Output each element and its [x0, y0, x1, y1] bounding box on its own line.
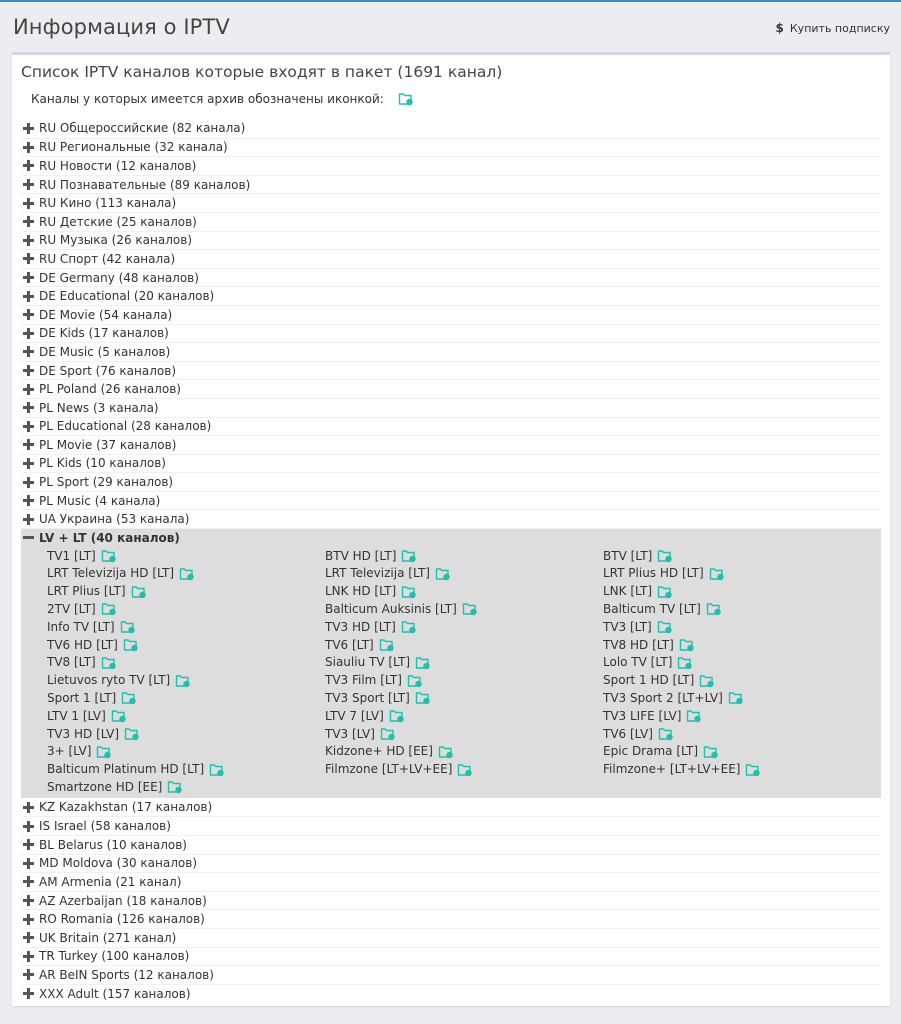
channel-item — [325, 582, 603, 600]
plus-icon — [23, 272, 34, 283]
channel-name: TV3 [LV] — [325, 726, 375, 741]
channel-name: 3+ [LV] — [47, 744, 92, 759]
archive-folder-icon — [111, 708, 128, 723]
category-row[interactable] — [21, 379, 881, 398]
channel-name: Balticum Platinum HD [LT] — [47, 762, 205, 777]
category-row[interactable] — [21, 212, 881, 231]
category-row[interactable] — [21, 816, 881, 835]
channel-item — [47, 653, 325, 671]
channel-grid — [21, 547, 881, 796]
archive-folder-icon — [175, 673, 192, 688]
category-row[interactable] — [21, 891, 881, 910]
category-row[interactable] — [21, 965, 881, 984]
category-row[interactable] — [21, 798, 881, 817]
archive-folder-icon — [401, 548, 418, 563]
channel-name: TV6 HD [LT] — [47, 637, 118, 652]
archive-folder-icon — [457, 762, 474, 777]
category-label: UA Украина (53 канала) — [39, 512, 190, 527]
plus-icon — [23, 365, 34, 376]
plus-icon — [23, 253, 34, 264]
category-label: RO Romania (126 каналов) — [39, 912, 205, 927]
plus-icon — [23, 328, 34, 339]
channel-item — [325, 707, 603, 725]
channel-name: 2TV [LT] — [47, 601, 96, 616]
plus-icon — [23, 495, 34, 506]
plus-icon — [23, 458, 34, 469]
archive-folder-icon — [706, 601, 723, 616]
archive-folder-icon — [728, 690, 745, 705]
category-row[interactable] — [21, 193, 881, 212]
category-label: RU Кино (113 канала) — [39, 196, 177, 211]
plus-icon — [23, 291, 34, 302]
archive-folder-icon — [179, 566, 196, 581]
channel-name: TV6 [LT] — [325, 637, 374, 652]
archive-folder-icon — [120, 619, 137, 634]
archive-folder-icon — [96, 744, 113, 759]
plus-icon — [23, 914, 34, 925]
channel-name: TV6 [LV] — [603, 726, 653, 741]
buy-subscription-link[interactable] — [776, 21, 890, 35]
plus-icon — [23, 346, 34, 357]
archive-folder-icon — [462, 601, 479, 616]
channel-name: LTV 1 [LV] — [47, 708, 106, 723]
plus-icon — [23, 198, 34, 209]
category-group-after — [21, 798, 881, 1003]
channel-name: Lolo TV [LT] — [603, 655, 673, 670]
category-row[interactable] — [21, 249, 881, 268]
category-label: RU Региональные (32 канала) — [39, 140, 228, 155]
channel-item — [603, 725, 893, 743]
channel-name: TV3 Sport [LT] — [325, 690, 410, 705]
channel-item — [47, 671, 325, 689]
channel-item — [47, 618, 325, 636]
archive-folder-icon — [124, 726, 141, 741]
archive-folder-icon — [380, 726, 397, 741]
channel-name: LRT Televizija HD [LT] — [47, 566, 175, 581]
archive-folder-icon — [389, 708, 406, 723]
channel-name: TV3 [LT] — [603, 619, 652, 634]
category-label: MD Moldova (30 каналов) — [39, 856, 197, 871]
channel-item — [603, 618, 893, 636]
category-row[interactable] — [21, 947, 881, 966]
channel-name: LRT Plius [LT] — [47, 584, 126, 599]
archive-folder-icon — [415, 655, 432, 670]
category-row[interactable] — [21, 472, 881, 491]
channel-item — [325, 725, 603, 743]
plus-icon — [23, 439, 34, 450]
category-label: PL Movie (37 каналов) — [39, 437, 177, 452]
category-row[interactable] — [21, 138, 881, 157]
channel-name: Lietuvos ryto TV [LT] — [47, 673, 171, 688]
category-row[interactable] — [21, 454, 881, 473]
category-label: RU Общероссийские (82 канала) — [39, 121, 246, 136]
channel-item — [603, 564, 893, 582]
archive-folder-icon — [686, 708, 703, 723]
plus-icon — [23, 402, 34, 413]
plus-icon — [23, 309, 34, 320]
plus-icon — [23, 216, 34, 227]
page-header — [0, 2, 901, 52]
archive-folder-icon — [435, 566, 452, 581]
channel-name: TV3 Sport 2 [LT+LV] — [603, 690, 723, 705]
category-row-expanded[interactable] — [21, 528, 881, 547]
category-row[interactable] — [21, 435, 881, 454]
channel-item — [603, 707, 893, 725]
category-row[interactable] — [21, 324, 881, 343]
category-row[interactable] — [21, 872, 881, 891]
category-row[interactable] — [21, 491, 881, 510]
panel-title: Список IPTV каналов которые входят в пакет (1691 канал) — [21, 63, 503, 81]
archive-note-text: Каналы у которых имеется архив обозначены иконкой: — [31, 91, 384, 106]
channel-item — [325, 636, 603, 654]
archive-folder-icon — [101, 601, 118, 616]
category-row[interactable] — [21, 417, 881, 436]
channel-item — [603, 760, 893, 778]
category-row[interactable] — [21, 305, 881, 324]
channel-name: LNK HD [LT] — [325, 584, 397, 599]
channel-item — [603, 600, 893, 618]
expanded-category — [21, 528, 881, 798]
archive-folder-icon — [415, 690, 432, 705]
archive-folder-icon — [658, 726, 675, 741]
channel-item — [47, 636, 325, 654]
channel-item — [47, 564, 325, 582]
plus-icon — [23, 477, 34, 488]
category-row[interactable] — [21, 342, 881, 361]
category-label: RU Музыка (26 каналов) — [39, 233, 192, 248]
channel-name: LNK [LT] — [603, 584, 653, 599]
channel-name: TV3 LIFE [LV] — [603, 708, 682, 723]
archive-folder-icon — [677, 655, 694, 670]
channel-item — [47, 547, 325, 565]
channel-name: Filmzone [LT+LV+EE] — [325, 762, 453, 777]
category-label: DE Germany (48 каналов) — [39, 270, 199, 285]
plus-icon — [23, 951, 34, 962]
channel-item — [603, 671, 893, 689]
category-row[interactable] — [21, 835, 881, 854]
category-label: RU Детские (25 каналов) — [39, 214, 197, 229]
channel-name: BTV HD [LT] — [325, 548, 397, 563]
archive-folder-icon — [657, 619, 674, 634]
channel-name: Balticum TV [LT] — [603, 601, 701, 616]
dollar-icon: $ — [775, 21, 784, 35]
channel-name: LTV 7 [LV] — [325, 708, 384, 723]
channel-list-panel — [12, 52, 890, 1006]
archive-folder-icon — [699, 673, 716, 688]
category-row[interactable] — [21, 286, 881, 305]
channel-item — [47, 760, 325, 778]
plus-icon — [23, 384, 34, 395]
category-label: PL Sport (29 каналов) — [39, 475, 174, 490]
plus-icon — [23, 969, 34, 980]
category-label: DE Educational (20 каналов) — [39, 289, 215, 304]
channel-item — [47, 689, 325, 707]
archive-folder-icon — [123, 637, 140, 652]
channel-name: TV3 Film [LT] — [325, 673, 402, 688]
archive-folder-icon — [209, 762, 226, 777]
category-label: PL Poland (26 каналов) — [39, 382, 181, 397]
category-row[interactable] — [21, 509, 881, 528]
category-label: PL News (3 канала) — [39, 400, 159, 415]
archive-folder-icon — [745, 762, 762, 777]
plus-icon — [23, 988, 34, 999]
category-label: PL Music (4 канала) — [39, 493, 161, 508]
archive-folder-icon — [679, 637, 696, 652]
channel-item — [603, 636, 893, 654]
plus-icon — [23, 235, 34, 246]
plus-icon — [23, 514, 34, 525]
archive-folder-icon — [101, 655, 118, 670]
category-label: RU Спорт (42 канала) — [39, 251, 176, 266]
category-row[interactable] — [21, 231, 881, 250]
plus-icon — [23, 858, 34, 869]
archive-folder-icon — [657, 548, 674, 563]
minus-icon — [23, 532, 34, 543]
category-label: XXX Adult (157 каналов) — [39, 986, 191, 1001]
channel-name: Siauliu TV [LT] — [325, 655, 411, 670]
category-label: DE Movie (54 канала) — [39, 307, 173, 322]
channel-name: Filmzone+ [LT+LV+EE] — [603, 762, 741, 777]
category-row[interactable] — [21, 175, 881, 194]
category-label: DE Kids (17 каналов) — [39, 326, 169, 341]
plus-icon — [23, 123, 34, 134]
channel-item — [603, 547, 893, 565]
archive-folder-icon — [709, 566, 726, 581]
plus-icon — [23, 142, 34, 153]
category-row[interactable] — [21, 398, 881, 417]
archive-folder-icon — [101, 548, 118, 563]
category-label: AR BeIN Sports (12 каналов) — [39, 967, 214, 982]
category-label: LV + LT (40 каналов) — [39, 530, 180, 545]
channel-name: TV3 HD [LV] — [47, 726, 120, 741]
archive-folder-icon — [121, 690, 138, 705]
plus-icon — [23, 876, 34, 887]
category-label: AZ Azerbaijan (18 каналов) — [39, 893, 207, 908]
channel-item — [325, 689, 603, 707]
archive-folder-icon — [657, 584, 674, 599]
channel-name: Smartzone HD [EE] — [47, 779, 163, 794]
category-row[interactable] — [21, 909, 881, 928]
channel-item — [47, 725, 325, 743]
channel-name: LRT Plius HD [LT] — [603, 566, 704, 581]
channel-item — [603, 653, 893, 671]
channel-item — [603, 742, 893, 760]
category-row[interactable] — [21, 854, 881, 873]
channel-name: TV8 [LT] — [47, 655, 96, 670]
category-label: AM Armenia (21 канал) — [39, 874, 182, 889]
channel-name: Balticum Auksinis [LT] — [325, 601, 457, 616]
category-row[interactable] — [21, 156, 881, 175]
channel-name: Sport 1 HD [LT] — [603, 673, 695, 688]
channel-item — [47, 742, 325, 760]
plus-icon — [23, 421, 34, 432]
channel-name: Epic Drama [LT] — [603, 744, 699, 759]
channel-name: LRT Televizija [LT] — [325, 566, 430, 581]
channel-name: Kidzone+ HD [EE] — [325, 744, 433, 759]
category-group-before — [21, 119, 881, 528]
category-row[interactable] — [21, 361, 881, 380]
archive-note — [31, 91, 415, 106]
archive-folder-icon — [401, 584, 418, 599]
plus-icon — [23, 932, 34, 943]
category-label: RU Новости (12 каналов) — [39, 158, 197, 173]
archive-folder-icon — [398, 91, 415, 106]
channel-item — [603, 582, 893, 600]
channel-item — [47, 778, 325, 796]
channel-name: BTV [LT] — [603, 548, 653, 563]
channel-name: TV1 [LT] — [47, 548, 96, 563]
category-label: DE Music (5 каналов) — [39, 344, 171, 359]
channel-item — [325, 618, 603, 636]
category-row[interactable] — [21, 928, 881, 947]
channel-item — [47, 582, 325, 600]
archive-folder-icon — [438, 744, 455, 759]
category-label: KZ Kazakhstan (17 каналов) — [39, 800, 213, 815]
archive-folder-icon — [131, 584, 148, 599]
category-row[interactable] — [21, 984, 881, 1003]
plus-icon — [23, 821, 34, 832]
category-label: UK Britain (271 канал) — [39, 930, 177, 945]
archive-folder-icon — [167, 779, 184, 794]
channel-name: Sport 1 [LT] — [47, 690, 117, 705]
plus-icon — [23, 179, 34, 190]
category-label: PL Kids (10 каналов) — [39, 456, 166, 471]
buy-subscription-label: Купить подписку — [789, 21, 890, 35]
channel-item — [325, 547, 603, 565]
category-label: IS Israel (58 каналов) — [39, 819, 171, 834]
category-label: BL Belarus (10 каналов) — [39, 837, 187, 852]
channel-item — [325, 653, 603, 671]
channel-name: Info TV [LT] — [47, 619, 115, 634]
plus-icon — [23, 160, 34, 171]
category-label: RU Познавательные (89 каналов) — [39, 177, 251, 192]
channel-item — [603, 689, 893, 707]
plus-icon — [23, 802, 34, 813]
category-list — [21, 119, 881, 1002]
channel-name: TV3 HD [LT] — [325, 619, 396, 634]
channel-name: TV8 HD [LT] — [603, 637, 674, 652]
archive-folder-icon — [703, 744, 720, 759]
archive-folder-icon — [379, 637, 396, 652]
category-row[interactable] — [21, 119, 881, 138]
channel-item — [325, 760, 603, 778]
channel-item — [47, 707, 325, 725]
category-label: PL Educational (28 каналов) — [39, 419, 212, 434]
channel-item — [325, 564, 603, 582]
channel-item — [325, 600, 603, 618]
plus-icon — [23, 839, 34, 850]
channel-item — [325, 742, 603, 760]
category-row[interactable] — [21, 268, 881, 287]
archive-folder-icon — [407, 673, 424, 688]
channel-item — [325, 671, 603, 689]
channel-item — [47, 600, 325, 618]
page-title: Информация о IPTV — [13, 15, 230, 39]
category-label: DE Sport (76 каналов) — [39, 363, 176, 378]
category-label: TR Turkey (100 каналов) — [39, 949, 190, 964]
plus-icon — [23, 895, 34, 906]
archive-folder-icon — [401, 619, 418, 634]
